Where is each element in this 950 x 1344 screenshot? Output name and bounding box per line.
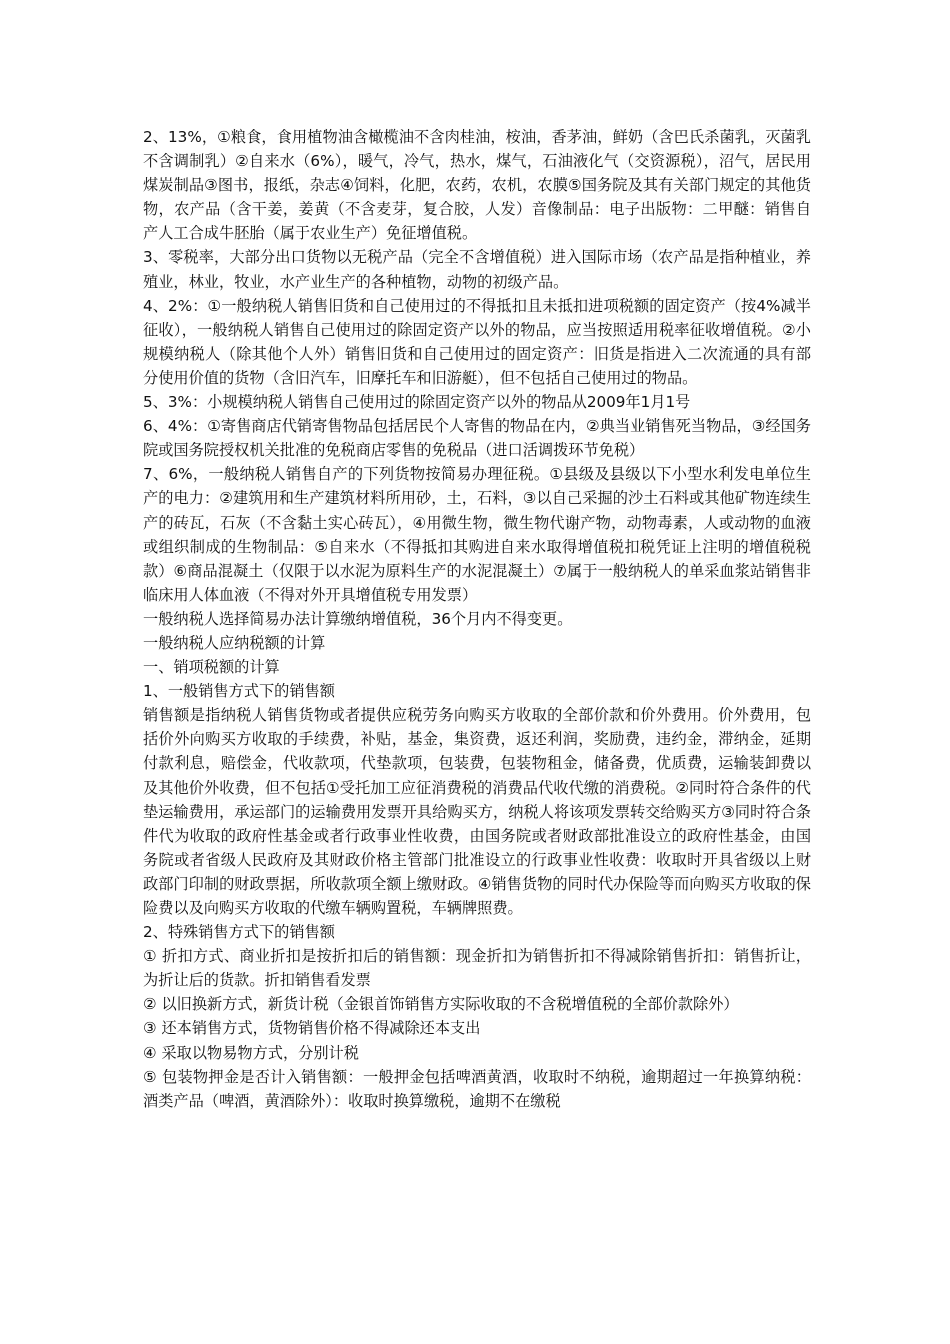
heading-special-sales: 2、特殊销售方式下的销售额 xyxy=(143,923,335,942)
paragraph-rate-3: 5、3%：小规模纳税人销售自己使用过的除固定资产以外的物品从2009年1月1号 xyxy=(143,393,691,412)
heading-tax-calculation: 一般纳税人应纳税额的计算 xyxy=(143,633,326,652)
paragraph-sales-definition: 销售额是指纳税人销售货物或者提供应税劳务向购买方收取的全部价款和价外费用。价外费用，包括价外向购买方收取的手续费，补贴，基金，集资费，返还利润，奖励费，违约金，滞纳金，延期付款利息，赔偿金，代收款项，代垫款项，包装费，包装物租金，储备费，优质费，运输装卸费以及其他价外收费，但不包括①受托加工应征消费税的消费品代收代缴的消费税。②同时符合条件的代垫运输费用，承运部门的运输费用发票开具给购买方，纳税人将该项发票转交给购买方③同时符合条件代为收取的政府性基金或者行政事业性收费，由国务院或者财政部批准设立的政府性基金，由国务院或者省级人民政府及其财政价格主管部门批准设立的行政事业性收费：收取时开具省级以上财政部门印制的财政票据，所收款项全额上缴财政。④销售货物的同时代办保险等而向购买方收取的保险费以及向购买方收取的代缴车辆购置税，车辆牌照费。 xyxy=(143,706,811,917)
paragraph-rate-13: 2、13%，①粮食，食用植物油含橄榄油不含肉桂油，桉油，香茅油，鲜奶（含巴氏杀菌乳，灭菌乳不含调制乳）②自来水（6%），暖气，冷气，热水，煤气，石油液化气（交资源税），沼气，居民用煤炭制品③图书，报纸，杂志④饲料，化肥，农药，农机，农膜⑤国务院及其有关部门规定的其他货物，农产品（含干姜，姜黄（不含麦芽，复合胶，人发）音像制品：电子出版物：二甲醚：销售自产人工合成牛胚胎（属于农业生产）免征增值税。 xyxy=(143,128,811,243)
paragraph-rate-6: 7、6%，一般纳税人销售自产的下列货物按简易办理征税。①县级及县级以下小型水利发电单位生产的电力：②建筑用和生产建筑材料所用砂，土，石料，③以自己采掘的沙土石料或其他矿物连续生产的砖瓦，石灰（不含黏土实心砖瓦），④用微生物，微生物代谢产物，动物毒素，人或动物的血液或组织制成的生物制品：⑤自来水（不得抵扣其购进自来水取得增值税扣税凭证上注明的增值税税款）⑥商品混凝土（仅限于以水泥为原料生产的水泥混凝土）⑦属于一般纳税人的单采血浆站销售非临床用人体血液（不得对外开具增值税专用发票） xyxy=(143,465,811,604)
paragraph-rate-2: 4、2%：①一般纳税人销售旧货和自己使用过的不得抵扣且未抵扣进项税额的固定资产（按4%减半征收），一般纳税人销售自己使用过的除固定资产以外的物品，应当按照适用税率征收增值税。②小规模纳税人（除其他个人外）销售旧货和自己使用过的固定资产：旧货是指进入二次流通的具有部分使用价值的货物（含旧汽车，旧摩托车和旧游艇），但不包括自己使用过的物品。 xyxy=(143,296,811,387)
paragraph-zero-rate: 3、零税率，大部分出口货物以无税产品（完全不含增值税）进入国际市场（农产品是指种植业，养殖业，林业，牧业，水产业生产的各种植物，动物的初级产品。 xyxy=(143,248,811,291)
heading-general-sales: 1、一般销售方式下的销售额 xyxy=(143,682,335,701)
paragraph-rate-4: 6、4%：①寄售商店代销寄售物品包括居民个人寄售的物品在内，②典当业销售死当物品，③经国务院或国务院授权机关批准的免税商店零售的免税品（进口活调拨环节免税） xyxy=(143,417,811,460)
paragraph-simple-method: 一般纳税人选择简易办法计算缴纳增值税，36个月内不得变更。 xyxy=(143,609,573,628)
list-item-trade-in: ② 以旧换新方式，新货计税（金银首饰销售方实际收取的不含税增值税的全部价款除外） xyxy=(143,995,739,1014)
list-item-barter: ④ 采取以物易物方式，分别计税 xyxy=(143,1043,359,1062)
document-body xyxy=(143,125,811,1113)
list-item-repayment: ③ 还本销售方式，货物销售价格不得减除还本支出 xyxy=(143,1019,481,1038)
heading-output-tax: 一、销项税额的计算 xyxy=(143,658,280,677)
list-item-discount: ① 折扣方式、商业折扣是按折扣后的销售额：现金折扣为销售折扣不得减除销售折扣：销售折让，为折让后的货款。折扣销售看发票 xyxy=(143,947,811,990)
list-item-packaging-deposit: ⑤ 包装物押金是否计入销售额：一般押金包括啤酒黄酒，收取时不纳税，逾期超过一年换算纳税：酒类产品（啤酒，黄酒除外）：收取时换算缴税，逾期不在缴税 xyxy=(143,1067,811,1110)
